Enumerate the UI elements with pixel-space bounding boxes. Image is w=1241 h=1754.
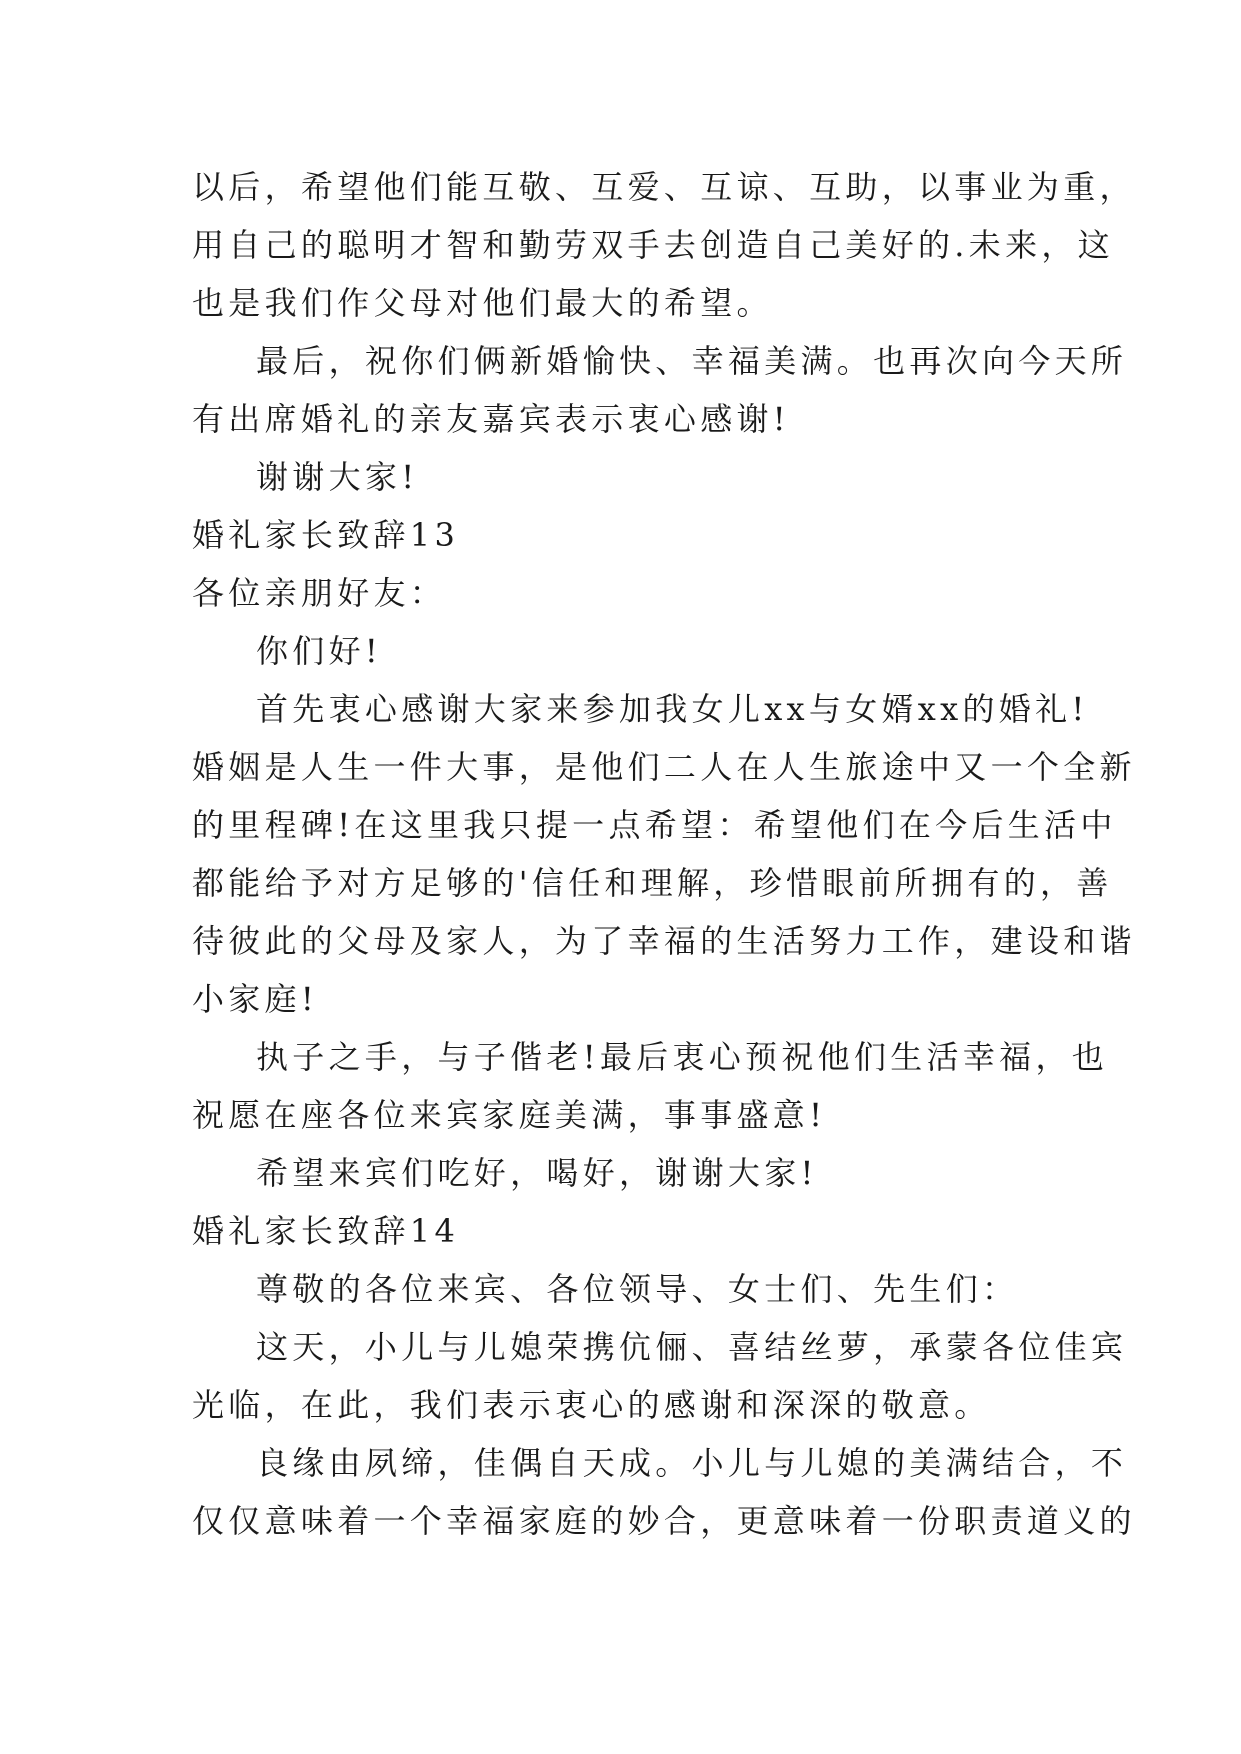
text-line: 首先衷心感谢大家来参加我女儿xx与女婿xx的婚礼! bbox=[256, 690, 1089, 728]
text-line: 也是我们作父母对他们最大的希望。 bbox=[192, 284, 773, 322]
text-line: 良缘由夙缔，佳偶自天成。小儿与儿媳的美满结合，不 bbox=[256, 1444, 1128, 1482]
text-line: 这天，小儿与儿媳荣携伉俪、喜结丝萝，承蒙各位佳宾 bbox=[256, 1328, 1128, 1366]
text-line: 希望来宾们吃好，喝好，谢谢大家! bbox=[256, 1154, 818, 1192]
text-line: 的里程碑!在这里我只提一点希望：希望他们在今后生活中 bbox=[192, 806, 1117, 844]
text-line: 以后，希望他们能互敬、互爱、互谅、互助，以事业为重， bbox=[192, 168, 1136, 206]
text-line: 最后，祝你们俩新婚愉快、幸福美满。也再次向今天所 bbox=[256, 342, 1128, 380]
text-line: 光临，在此，我们表示衷心的感谢和深深的敬意。 bbox=[192, 1386, 991, 1424]
text-line: 你们好! bbox=[256, 632, 383, 670]
salutation: 尊敬的各位来宾、各位领导、女士们、先生们： bbox=[256, 1270, 1019, 1308]
text-line: 执子之手，与子偕老!最后衷心预祝他们生活幸福，也 bbox=[256, 1038, 1109, 1076]
text-line: 都能给予对方足够的'信任和理解，珍惜眼前所拥有的，善 bbox=[192, 864, 1113, 902]
text-line: 有出席婚礼的亲友嘉宾表示衷心感谢! bbox=[192, 400, 790, 438]
text-line: 待彼此的父母及家人，为了幸福的生活努力工作，建设和谐 bbox=[192, 922, 1136, 960]
text-line: 仅仅意味着一个幸福家庭的妙合，更意味着一份职责道义的 bbox=[192, 1502, 1136, 1540]
section-heading: 婚礼家长致辞14 bbox=[192, 1212, 460, 1250]
section-heading: 婚礼家长致辞13 bbox=[192, 516, 460, 554]
text-line: 用自己的聪明才智和勤劳双手去创造自己美好的.未来，这 bbox=[192, 226, 1114, 264]
document-body bbox=[192, 158, 1136, 1550]
text-line: 婚姻是人生一件大事，是他们二人在人生旅途中又一个全新 bbox=[192, 748, 1136, 786]
text-line: 祝愿在座各位来宾家庭美满，事事盛意! bbox=[192, 1096, 827, 1134]
salutation: 各位亲朋好友： bbox=[192, 574, 447, 612]
text-line: 小家庭! bbox=[192, 980, 319, 1018]
text-line: 谢谢大家! bbox=[256, 458, 419, 496]
